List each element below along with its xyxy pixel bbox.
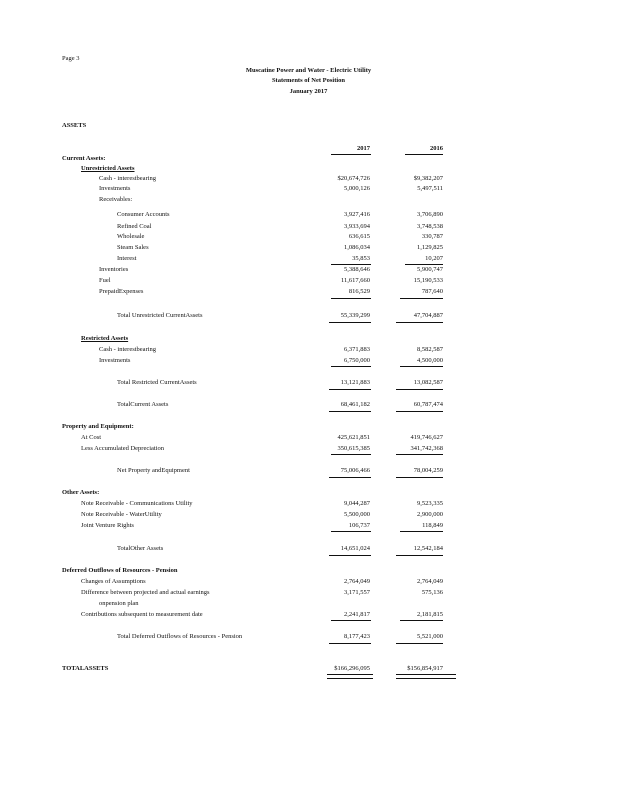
subtotal-rule-2017 (331, 620, 371, 621)
value-2016: 8,582,587 (417, 346, 443, 353)
value-2017: 13,121,883 (340, 379, 370, 386)
value-2017: 5,388,646 (344, 266, 370, 273)
total-assets-2016: $156,854,917 (407, 665, 443, 672)
value-2016: 13,082,587 (413, 379, 443, 386)
subtotal-rule-2017 (331, 531, 371, 532)
value-2017: 106,737 (348, 522, 370, 529)
restricted-heading: Restricted Assets (81, 335, 129, 342)
row-label: Cash - interestbearing (99, 175, 157, 182)
value-2016: 341,742,368 (410, 445, 443, 452)
total-assets-label: TOTALASSETS (62, 665, 109, 672)
value-2016: 5,521,000 (417, 633, 443, 640)
value-2016: 2,181,815 (417, 611, 443, 618)
total-rule-2017 (329, 555, 371, 556)
value-2017: 5,500,000 (344, 511, 370, 518)
value-2016: 47,704,887 (413, 312, 443, 319)
row-label: TotalOther Assets (117, 545, 164, 552)
value-2017: 3,171,557 (344, 589, 370, 596)
value-2017: 75,006,466 (340, 467, 370, 474)
row-label: TotalCurrent Assets (117, 401, 169, 408)
unrestricted-heading: Unrestricted Assets (81, 165, 135, 172)
value-2017: 14,651,024 (340, 545, 370, 552)
report-title-line3: January 2017 (289, 88, 328, 95)
value-2017: 3,933,694 (344, 223, 370, 230)
row-label: Net Property andEquipment (117, 467, 190, 474)
value-2017: $20,674,726 (337, 175, 370, 182)
row-label: Steam Sales (117, 244, 149, 251)
row-label: Fuel (99, 277, 111, 284)
other-assets-heading: Other Assets: (62, 489, 100, 496)
property-heading: Property and Equipment: (62, 423, 134, 430)
value-2016: 575,136 (421, 589, 443, 596)
row-label: Interest (117, 255, 137, 262)
total-rule-2017 (329, 643, 371, 644)
subtotal-rule-2017 (331, 298, 371, 299)
subtotal-rule-2016 (405, 264, 443, 265)
subtotal-rule-2016 (400, 298, 443, 299)
value-2017: 55,339,299 (340, 312, 370, 319)
subtotal-rule-2016 (396, 454, 443, 455)
value-2017: 9,044,287 (344, 500, 370, 507)
value-2016: $9,382,207 (413, 175, 443, 182)
total-rule-2016 (396, 555, 443, 556)
row-label: Difference between projected and actual earnings (81, 589, 210, 596)
row-label: Investments (99, 185, 131, 192)
value-2017: 425,621,851 (337, 434, 370, 441)
row-label: Changes of Assumptions (81, 578, 146, 585)
total-rule-2017 (329, 411, 371, 412)
total-rule-2016 (396, 389, 443, 390)
row-label: Note Receivable - Communications Utility (81, 500, 193, 507)
subtotal-rule-2017 (331, 366, 371, 367)
total-rule-2016 (396, 643, 443, 644)
total-assets-2017: $166,296,095 (334, 665, 370, 672)
subtotal-rule-2017 (331, 454, 371, 455)
deferred-heading: Deferred Outflows of Resources - Pension (62, 567, 178, 574)
grand-total-rule-2016 (396, 674, 456, 679)
value-2017: 2,241,817 (344, 611, 370, 618)
row-label: Note Receivable - WaterUtility (81, 511, 162, 518)
value-2017: 35,853 (352, 255, 370, 262)
value-2016: 5,900,747 (417, 266, 443, 273)
value-2016: 2,900,000 (417, 511, 443, 518)
row-label: Refined Coal (117, 223, 152, 230)
row-label: At Cost (81, 434, 102, 441)
value-2016: 1,129,825 (417, 244, 443, 251)
value-2017: 11,617,660 (340, 277, 370, 284)
value-2017: 8,177,423 (344, 633, 370, 640)
row-label: Total Unrestricted CurrentAssets (117, 312, 203, 319)
row-label: Cash - interestbearing (99, 346, 157, 353)
total-rule-2017 (329, 389, 371, 390)
value-2016: 4,500,000 (417, 357, 443, 364)
value-2016: 3,706,890 (417, 211, 443, 218)
col-header-rule-2017 (331, 154, 371, 155)
subtotal-rule-2017 (331, 264, 371, 265)
assets-heading: ASSETS (62, 122, 87, 129)
page-number: Page 3 (62, 55, 80, 62)
value-2016: 2,764,049 (417, 578, 443, 585)
grand-total-rule-2017 (327, 674, 373, 679)
subtotal-rule-2016 (400, 366, 443, 367)
row-label: Consumer Accounts (117, 211, 170, 218)
value-2016: 60,787,474 (413, 401, 443, 408)
value-2017: 350,615,385 (337, 445, 370, 452)
value-2017: 68,461,182 (340, 401, 370, 408)
value-2016: 5,497,511 (417, 185, 443, 192)
total-rule-2016 (396, 322, 443, 323)
row-label: Total Restricted CurrentAssets (117, 379, 197, 386)
current-assets-heading: Current Assets: (62, 155, 106, 162)
value-2017: 2,764,049 (344, 578, 370, 585)
row-label: Inventories (99, 266, 129, 273)
report-title-line1: Muscatine Power and Water - Electric Utility (245, 67, 372, 74)
value-2017: 816,529 (348, 288, 370, 295)
total-rule-2016 (396, 477, 443, 478)
total-rule-2017 (329, 322, 371, 323)
row-label: Less Accumulated Depreciation (81, 445, 165, 452)
value-2016: 330,787 (421, 233, 443, 240)
subtotal-rule-2016 (400, 620, 443, 621)
value-2016: 15,190,533 (413, 277, 443, 284)
value-2016: 419,746,627 (410, 434, 443, 441)
row-label: Investments (99, 357, 131, 364)
col-header-2016: 2016 (430, 145, 443, 152)
value-2017: 3,927,416 (344, 211, 370, 218)
row-label: Contributions subsequent to measurement date (81, 611, 203, 618)
col-header-rule-2016 (405, 154, 443, 155)
total-rule-2017 (329, 477, 371, 478)
value-2016: 118,849 (422, 522, 443, 529)
row-label: Joint Venture Rights (81, 522, 134, 529)
value-2016: 78,004,259 (413, 467, 443, 474)
value-2017: 6,371,883 (344, 346, 370, 353)
row-label-continued: onpension plan (99, 600, 139, 607)
col-header-2017: 2017 (357, 145, 370, 152)
value-2017: 6,750,000 (344, 357, 370, 364)
subtotal-rule-2016 (400, 531, 443, 532)
value-2016: 10,207 (425, 255, 443, 262)
value-2016: 3,748,538 (417, 223, 443, 230)
row-label: PrepaidExpenses (99, 288, 144, 295)
value-2017: 636,615 (348, 233, 370, 240)
total-rule-2016 (396, 411, 443, 412)
report-title-line2: Statements of Net Position (271, 77, 346, 84)
receivables-label: Receivables: (99, 196, 133, 203)
row-label: Wholesale (117, 233, 145, 240)
value-2016: 9,523,335 (417, 500, 443, 507)
value-2017: 1,086,034 (344, 244, 370, 251)
value-2017: 5,000,126 (344, 185, 370, 192)
value-2016: 12,542,184 (413, 545, 443, 552)
value-2016: 787,640 (421, 288, 443, 295)
row-label: Total Deferred Outflows of Resources - Pension (117, 633, 243, 640)
